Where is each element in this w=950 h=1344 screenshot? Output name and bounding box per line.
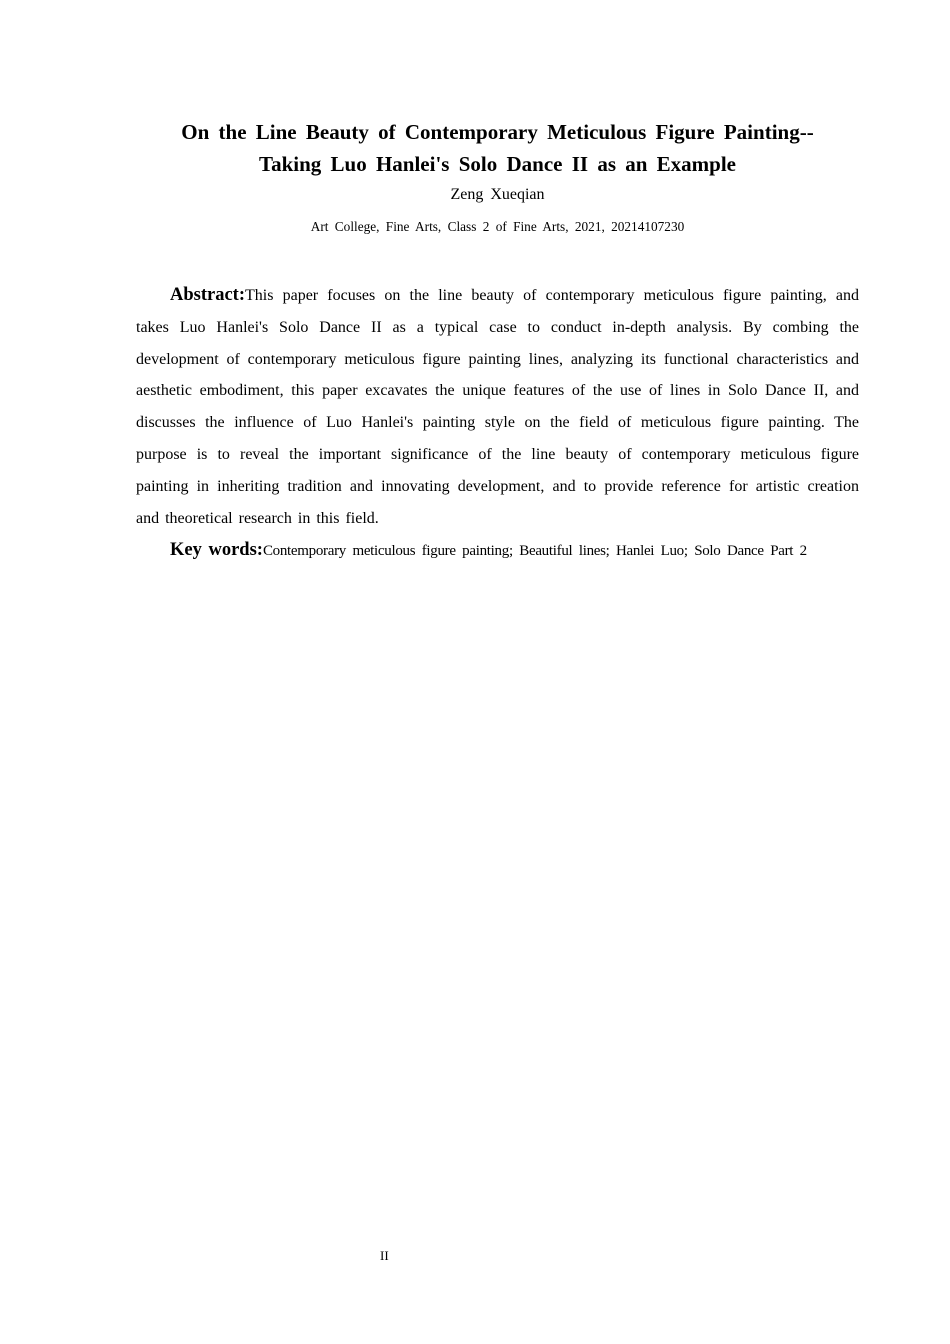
keywords-paragraph	[136, 535, 859, 567]
author-affiliation: Art College, Fine Arts, Class 2 of Fine Arts, 2021, 20214107230	[310, 219, 685, 234]
keywords-label: Key words:	[170, 540, 263, 560]
abstract-label: Abstract:	[170, 285, 246, 305]
title-line-2: Taking Luo Hanlei's Solo Dance II as an Example	[259, 152, 736, 176]
author-name: Zeng Xueqian	[450, 186, 545, 203]
keywords-text: Contemporary meticulous figure painting; Beautiful lines; Hanlei Luo; Solo Dance Part 2	[262, 543, 807, 559]
paper-title	[136, 116, 859, 180]
page-number: II	[380, 1248, 389, 1263]
abstract-paragraph	[136, 280, 859, 534]
title-line-1: On the Line Beauty of Contemporary Meticulous Figure Painting--	[181, 120, 814, 144]
abstract-text: This paper focuses on the line beauty of contemporary meticulous figure painting, and takes Luo Hanlei's Solo Dance II as a typical case to conduct in-depth analysis. By combing the development of contemporary meticulous figure painting lines, analyzing its functional characteristics and aesthetic embodiment, this paper excavates the unique features of the use of lines in Solo Dance II, and discusses the influence of Luo Hanlei's painting style on the field of meticulous figure painting. The purpose is to reveal the important significance of the line beauty of contemporary meticulous figure painting in inheriting tradition and innovating development, and to provide reference for artistic creation and theoretical research in this field.	[136, 287, 859, 527]
